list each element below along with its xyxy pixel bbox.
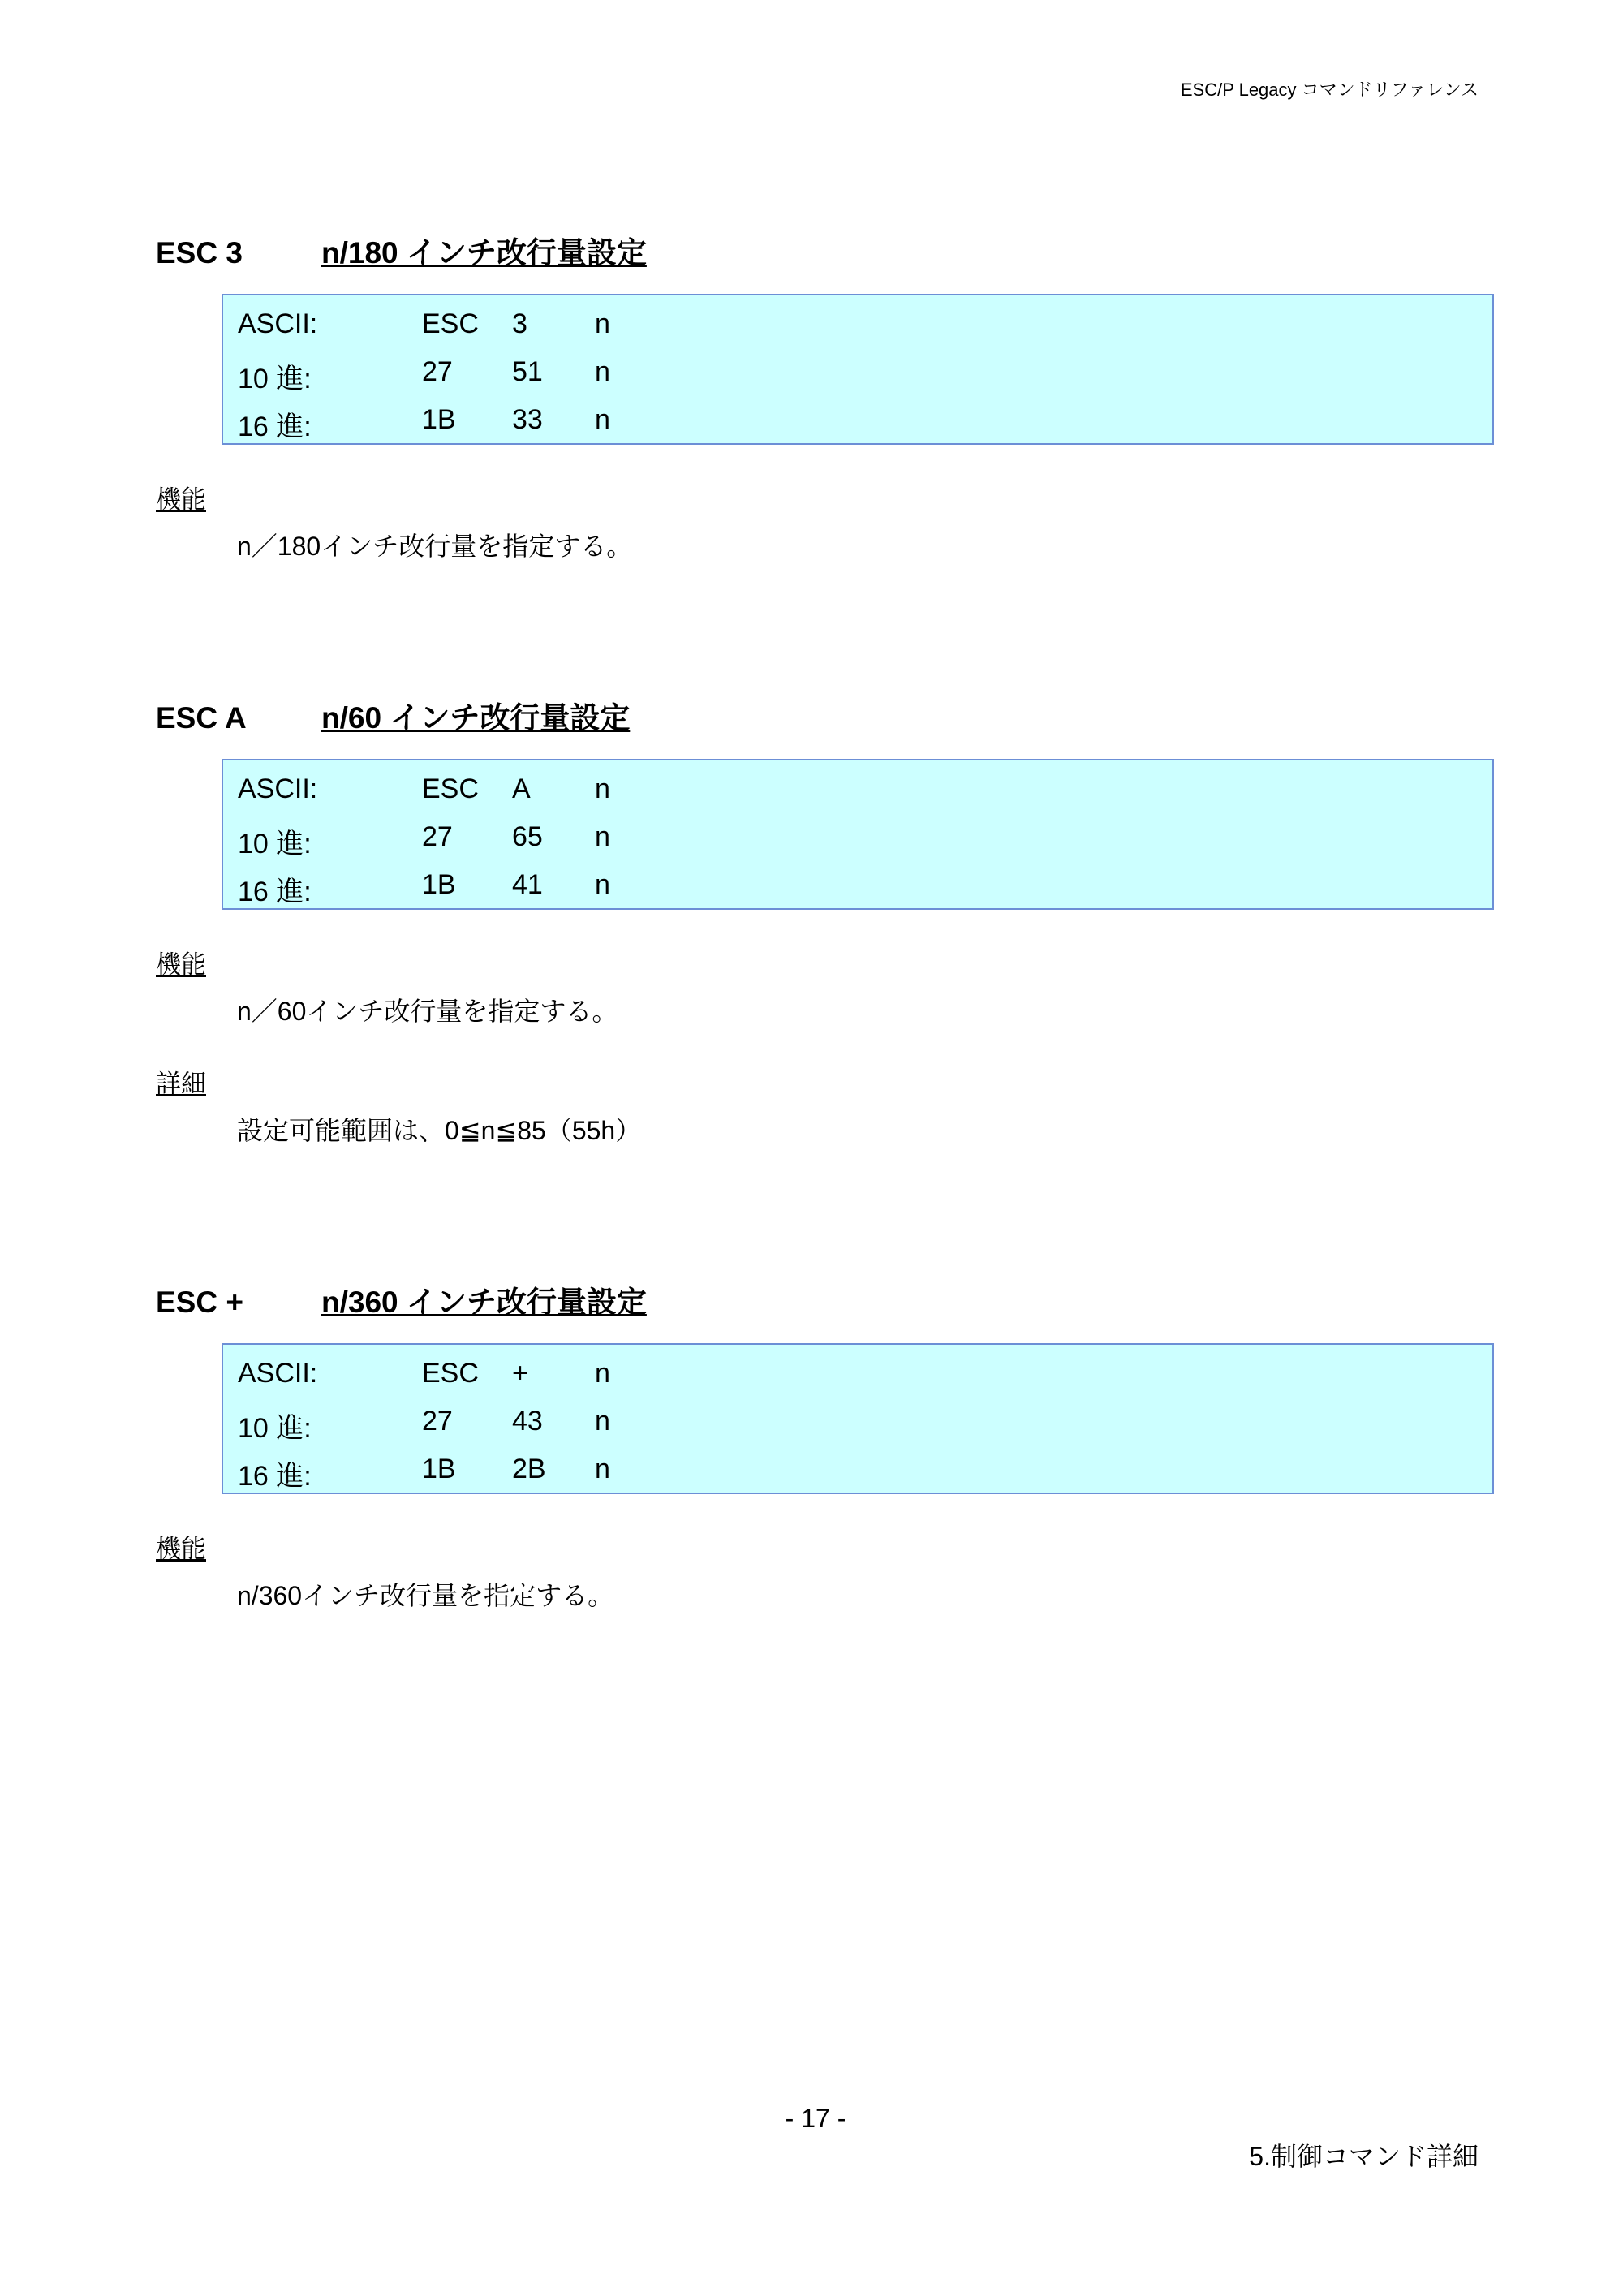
section-title-esc-plus bbox=[156, 1277, 647, 1321]
code-value: 2B bbox=[512, 1454, 546, 1484]
code-row-label: ASCII: bbox=[238, 1358, 318, 1389]
command-name: ESC A bbox=[156, 701, 247, 734]
code-parameter: n bbox=[595, 1454, 610, 1484]
command-title: n/180 インチ改行量設定 bbox=[321, 236, 647, 269]
code-value: 65 bbox=[512, 821, 543, 852]
command-name: ESC 3 bbox=[156, 236, 243, 269]
code-value: ESC bbox=[422, 773, 479, 804]
command-title: n/60 インチ改行量設定 bbox=[321, 701, 631, 734]
code-value: 43 bbox=[512, 1406, 543, 1437]
function-label: 機能 bbox=[156, 1535, 206, 1563]
code-row-label: 16 進: bbox=[238, 411, 312, 442]
function-text: n／60インチ改行量を指定する。 bbox=[237, 997, 618, 1026]
code-parameter: n bbox=[595, 1358, 610, 1389]
detail-text: 設定可能範囲は、0≦n≦85（55h） bbox=[237, 1116, 642, 1145]
code-row-label: 10 進: bbox=[238, 364, 312, 394]
function-text: n／180インチ改行量を指定する。 bbox=[237, 532, 633, 561]
function-label: 機能 bbox=[156, 485, 206, 514]
function-text: n/360インチ改行量を指定する。 bbox=[237, 1581, 614, 1610]
code-parameter: n bbox=[595, 308, 610, 339]
detail-label: 詳細 bbox=[156, 1070, 206, 1098]
code-value: 1B bbox=[422, 404, 456, 435]
code-parameter: n bbox=[595, 821, 610, 852]
command-code-box bbox=[222, 1343, 1494, 1494]
command-name: ESC + bbox=[156, 1286, 243, 1319]
function-label: 機能 bbox=[156, 950, 206, 979]
page-number: - 17 - bbox=[785, 2104, 846, 2133]
code-parameter: n bbox=[595, 869, 610, 900]
code-row-label: ASCII: bbox=[238, 308, 318, 339]
code-row-label: ASCII: bbox=[238, 773, 318, 804]
command-title: n/360 インチ改行量設定 bbox=[321, 1286, 647, 1319]
code-value: 1B bbox=[422, 869, 456, 900]
section-title-esc-3 bbox=[156, 228, 647, 272]
code-value: ESC bbox=[422, 1358, 479, 1389]
code-row-label: 10 進: bbox=[238, 829, 312, 859]
code-parameter: n bbox=[595, 1406, 610, 1437]
code-value: A bbox=[512, 773, 531, 804]
running-header: ESC/P Legacy コマンドリファレンス bbox=[1180, 80, 1479, 100]
code-value: ESC bbox=[422, 308, 479, 339]
code-value: 41 bbox=[512, 869, 543, 900]
command-code-box bbox=[222, 294, 1494, 445]
code-value: + bbox=[512, 1358, 528, 1389]
code-value: 3 bbox=[512, 308, 527, 339]
code-value: 51 bbox=[512, 356, 543, 387]
code-value: 1B bbox=[422, 1454, 456, 1484]
code-value: 27 bbox=[422, 1406, 453, 1437]
code-parameter: n bbox=[595, 356, 610, 387]
code-row-label: 16 進: bbox=[238, 877, 312, 907]
command-code-box bbox=[222, 759, 1494, 910]
code-value: 27 bbox=[422, 821, 453, 852]
code-parameter: n bbox=[595, 773, 610, 804]
chapter-footer: 5.制御コマンド詳細 bbox=[1249, 2142, 1479, 2171]
code-row-label: 16 進: bbox=[238, 1461, 312, 1492]
code-value: 27 bbox=[422, 356, 453, 387]
section-title-esc-a bbox=[156, 693, 630, 737]
code-row-label: 10 進: bbox=[238, 1413, 312, 1444]
code-parameter: n bbox=[595, 404, 610, 435]
code-value: 33 bbox=[512, 404, 543, 435]
